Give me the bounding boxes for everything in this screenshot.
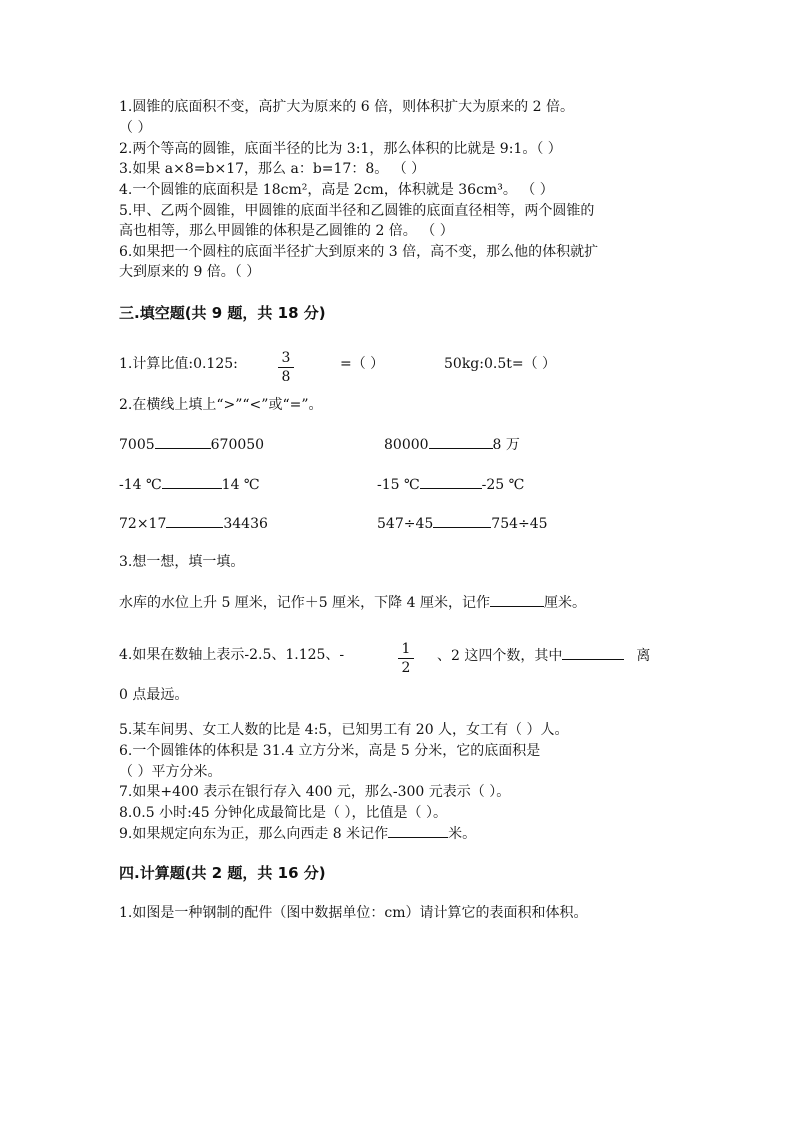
tf-question-5-line1: 5.甲、乙两个圆锥，甲圆锥的底面半径和乙圆锥的底面直径相等，两个圆锥的 — [119, 203, 595, 219]
fill-question-9 — [119, 823, 476, 844]
fraction-bar — [398, 658, 414, 659]
fill-question-5: 5.某车间男、女工人数的比是 4:5，已知男工有 20 人，女工有（ ）人。 — [119, 722, 569, 738]
fraction-one-half — [398, 641, 414, 676]
fill-question-1-prefix: 1.计算比值:0.125: — [119, 356, 238, 372]
answer-blank — [155, 434, 211, 449]
fraction-denominator: 2 — [401, 660, 411, 676]
tf-question-2: 2.两个等高的圆锥，底面半径的比为 3:1，那么体积的比就是 9:1。（ ） — [119, 141, 562, 157]
question-text: 米。 — [448, 826, 477, 842]
fraction-numerator: 1 — [401, 641, 411, 657]
fraction-numerator: 3 — [281, 350, 291, 366]
fill-question-3: 3.想一想，填一填。 — [119, 554, 245, 570]
fill-question-6-line1: 6.一个圆锥体的体积是 31.4 立方分米，高是 5 分米，它的底面积是 — [119, 743, 541, 759]
section-heading-calculation: 四.计算题(共 2 题，共 16 分) — [119, 864, 326, 882]
answer-blank — [433, 513, 491, 528]
compare-left: 7005 — [119, 437, 155, 453]
compare-left: 547÷45 — [377, 516, 434, 532]
compare-right: 34436 — [223, 516, 268, 532]
tf-question-6-line2: 大到原来的 9 倍。（ ） — [119, 264, 261, 280]
compare-right: 14 ℃ — [221, 477, 260, 493]
tf-question-1-answer: （ ） — [119, 120, 152, 136]
question-text: 厘米。 — [543, 595, 586, 611]
answer-blank — [562, 645, 624, 660]
fraction-bar — [278, 367, 294, 368]
section-heading-fill-in: 三.填空题(共 9 题，共 18 分) — [119, 304, 326, 322]
compare-left: -15 ℃ — [377, 477, 420, 493]
fill-question-6-line2: （ ）平方分米。 — [119, 764, 222, 780]
compare-right: 670050 — [210, 437, 265, 453]
question-text: 离 — [636, 648, 651, 664]
answer-blank — [420, 474, 482, 489]
answer-blank — [166, 513, 223, 528]
compare-item — [377, 474, 524, 495]
fill-question-1-kg: 50kg:0.5t=（ ） — [444, 356, 557, 372]
tf-question-5-line2: 高也相等，那么甲圆锥的体积是乙圆锥的 2 倍。 （ ） — [119, 223, 454, 239]
compare-item — [119, 474, 260, 495]
tf-question-3: 3.如果 a×8=b×17，那么 a：b=17：8。 （ ） — [119, 161, 426, 177]
fill-question-4-prefix: 4.如果在数轴上表示-2.5、1.125、- — [119, 647, 345, 663]
compare-item — [119, 434, 264, 455]
compare-right: 8 万 — [492, 437, 520, 453]
fill-question-7: 7.如果+400 表示在银行存入 400 元，那么-300 元表示（ ）。 — [119, 784, 511, 800]
answer-blank — [490, 592, 544, 607]
tf-question-1: 1.圆锥的底面积不变，高扩大为原来的 6 倍，则体积扩大为原来的 2 倍。 — [119, 99, 574, 115]
question-text: 水库的水位上升 5 厘米，记作＋5 厘米，下降 4 厘米，记作 — [119, 595, 490, 611]
compare-item — [119, 513, 268, 534]
compare-left: -14 ℃ — [119, 477, 162, 493]
answer-blank — [162, 474, 222, 489]
compare-item — [377, 513, 548, 534]
fill-question-1-eq: =（ ） — [340, 356, 385, 372]
answer-blank — [429, 434, 493, 449]
tf-question-6-line1: 6.如果把一个圆柱的底面半径扩大到原来的 3 倍，高不变，那么他的体积就扩 — [119, 244, 599, 260]
compare-item — [384, 434, 520, 455]
calc-question-1: 1.如图是一种钢制的配件（图中数据单位：cm）请计算它的表面积和体积。 — [119, 905, 588, 921]
compare-right: -25 ℃ — [481, 477, 525, 493]
fraction-denominator: 8 — [281, 369, 291, 385]
tf-question-4: 4.一个圆锥的底面积是 18cm²，高是 2cm，体积就是 36cm³。 （ ） — [119, 182, 554, 198]
question-text: 、2 这四个数，其中 — [437, 648, 563, 664]
fill-question-4-suffix — [437, 645, 650, 666]
compare-left: 80000 — [384, 437, 429, 453]
question-text: 9.如果规定向东为正，那么向西走 8 米记作 — [119, 826, 389, 842]
fraction-three-eighths — [278, 350, 294, 385]
compare-right: 754÷45 — [491, 516, 548, 532]
fill-question-8: 8.0.5 小时:45 分钟化成最简比是（ ），比值是（ ）。 — [119, 805, 447, 821]
fill-question-3-body — [119, 592, 586, 613]
fill-question-4-end: 0 点最远。 — [119, 687, 189, 703]
answer-blank — [388, 823, 448, 838]
compare-left: 72×17 — [119, 516, 167, 532]
fill-question-2: 2.在横线上填上“>”“<”或“=”。 — [119, 397, 323, 413]
